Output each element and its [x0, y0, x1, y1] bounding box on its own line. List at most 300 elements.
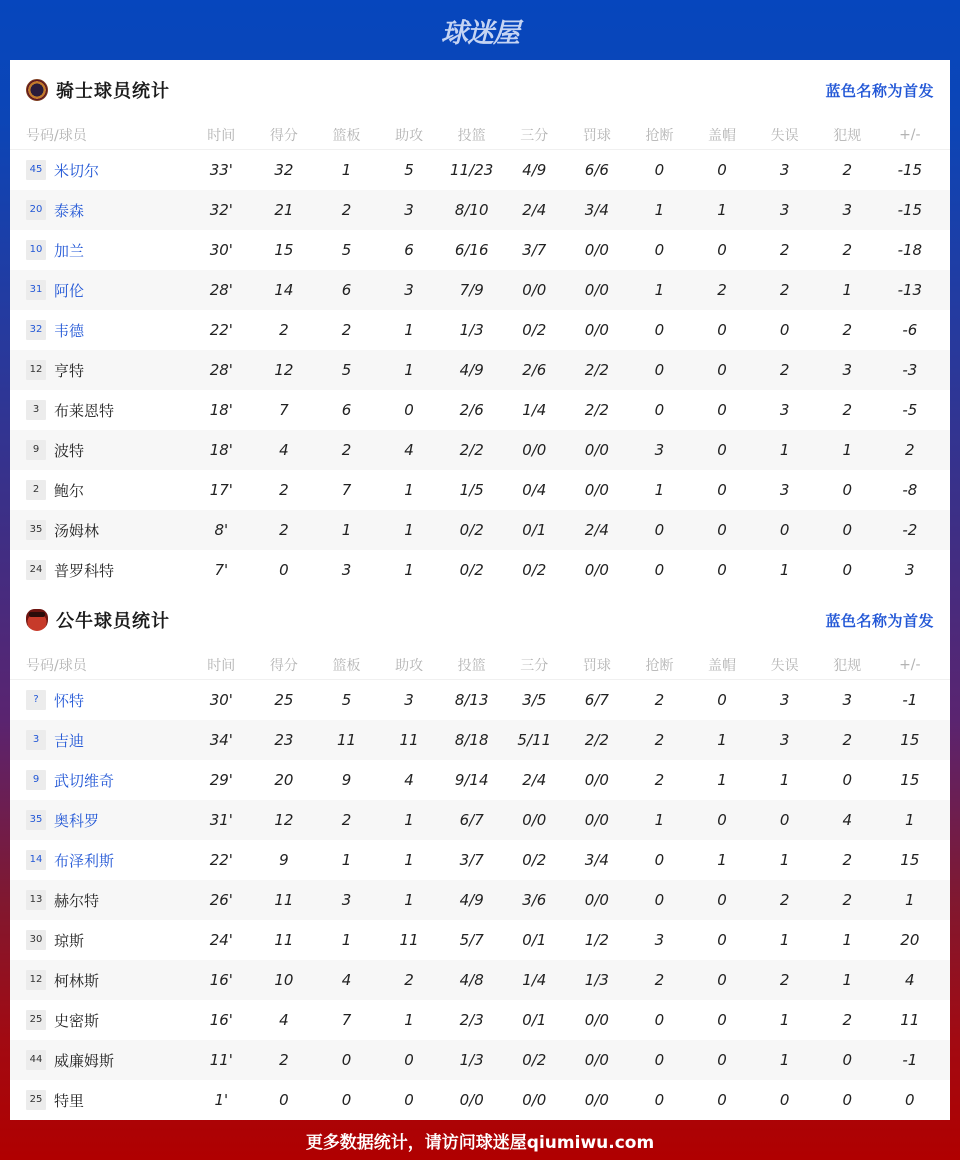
stats-card [10, 60, 950, 1120]
stat-cell: 1 [404, 891, 414, 909]
stat-cell: 11 [900, 1011, 920, 1029]
player-name-link[interactable]: 泰森 [54, 201, 85, 220]
stat-cell: 11 [274, 931, 294, 949]
stat-cell: 0/0 [584, 321, 609, 339]
column-header: 失误 [770, 657, 799, 674]
stat-cell: 0 [341, 1051, 352, 1069]
jersey-number-badge: 32 [26, 320, 46, 340]
stat-cell: 0 [717, 161, 727, 179]
stat-cell: 0 [654, 521, 665, 539]
stat-cell: 32 [274, 161, 294, 179]
stat-cell: 3/6 [522, 891, 547, 909]
player-cell [26, 560, 190, 581]
stat-cell: 0 [654, 851, 665, 869]
stat-cell: 0/1 [522, 1011, 547, 1029]
stat-cell: 28' [209, 361, 233, 379]
stat-cell: 3 [404, 201, 414, 219]
stat-cell: 0 [654, 401, 665, 419]
player-name-link[interactable]: 布泽利斯 [54, 851, 115, 870]
stat-cell: -6 [902, 321, 918, 339]
player-cell [26, 400, 190, 421]
column-header: 投篮 [457, 127, 486, 144]
stat-cell: 0/0 [459, 1091, 484, 1109]
stat-cell: 2/6 [459, 401, 484, 419]
player-cell [26, 810, 190, 831]
stat-cell: 3 [779, 161, 790, 179]
stat-cell: 3/4 [584, 851, 609, 869]
stat-cell: 9/14 [454, 771, 489, 789]
stat-cell: 0/0 [584, 241, 609, 259]
stat-cell: 1 [842, 281, 852, 299]
stat-cell: 3/4 [584, 201, 609, 219]
stat-cell: 6/7 [584, 691, 609, 709]
player-row[interactable] [10, 920, 950, 960]
player-cell [26, 520, 190, 541]
player-table-body [10, 680, 950, 1120]
stat-cell: 1 [404, 811, 414, 829]
player-name-link[interactable]: 武切维奇 [54, 771, 115, 790]
stat-cell: 0 [654, 1051, 665, 1069]
player-cell [26, 240, 190, 261]
stat-cell: 2 [779, 241, 790, 259]
stat-cell: 3 [905, 561, 915, 579]
stat-cell: 1/3 [584, 971, 609, 989]
stat-cell: 2/2 [584, 401, 609, 419]
player-row[interactable] [10, 550, 950, 590]
player-name-link[interactable]: 普罗科特 [54, 561, 115, 580]
stat-cell: 0 [717, 1011, 727, 1029]
player-name-link[interactable]: 鲍尔 [54, 481, 85, 500]
stat-cell: 4/9 [459, 891, 484, 909]
player-row[interactable] [10, 270, 950, 310]
jersey-number-badge: ? [26, 690, 46, 710]
player-name-link[interactable]: 琼斯 [54, 931, 85, 950]
player-name-link[interactable]: 布莱恩特 [54, 401, 115, 420]
player-row[interactable] [10, 470, 950, 510]
stat-cell: 1 [654, 281, 665, 299]
stat-cell: 0 [404, 1091, 414, 1109]
player-name-link[interactable]: 韦德 [54, 321, 85, 340]
player-cell [26, 200, 190, 221]
player-name-link[interactable]: 米切尔 [54, 161, 100, 180]
stat-cell: 3 [341, 891, 352, 909]
column-header: 三分 [520, 127, 549, 144]
stat-cell: 1 [717, 201, 727, 219]
stat-cell: 1/2 [584, 931, 609, 949]
stat-cell: 1 [654, 481, 665, 499]
stat-cell: 11/23 [450, 161, 494, 179]
stat-cell: 0 [842, 561, 852, 579]
player-row[interactable] [10, 760, 950, 800]
column-header-row [10, 650, 950, 680]
stat-cell: 30' [209, 691, 233, 709]
column-header: 罚球 [582, 127, 611, 144]
player-name-link[interactable]: 亨特 [54, 361, 85, 380]
jersey-number-badge: 3 [26, 730, 46, 750]
player-cell [26, 850, 190, 871]
stat-cell: 1 [905, 891, 915, 909]
player-row[interactable] [10, 430, 950, 470]
stat-cell: 0/2 [522, 851, 547, 869]
stat-cell: 2/2 [584, 361, 609, 379]
player-row[interactable] [10, 1080, 950, 1120]
stat-cell: 2 [779, 281, 790, 299]
player-row[interactable] [10, 1000, 950, 1040]
stat-cell: 0 [279, 1091, 289, 1109]
player-name-link[interactable]: 怀特 [54, 691, 85, 710]
column-header: 罚球 [582, 657, 611, 674]
stat-cell: 0 [654, 561, 665, 579]
player-cell [26, 480, 190, 501]
stat-cell: 2/2 [459, 441, 484, 459]
stat-cell: 0/0 [584, 771, 609, 789]
stat-cell: 5/11 [517, 731, 552, 749]
stat-cell: 3 [404, 691, 414, 709]
column-header: 失误 [770, 127, 799, 144]
stat-cell: 18' [209, 401, 233, 419]
stat-cell: 6 [341, 281, 352, 299]
column-header: 篮板 [332, 127, 361, 144]
stat-cell: 0 [842, 521, 852, 539]
stat-cell: 0 [717, 441, 727, 459]
stat-cell: 0 [404, 401, 414, 419]
column-header: 三分 [520, 657, 549, 674]
stat-cell: 0 [404, 1051, 414, 1069]
stat-cell: 4 [905, 971, 915, 989]
stat-cell: 1 [654, 811, 665, 829]
stat-cell: 1 [779, 1011, 790, 1029]
stat-cell: 2 [279, 321, 289, 339]
stat-cell: 0/0 [522, 1091, 547, 1109]
stat-cell: 18' [209, 441, 233, 459]
stat-cell: 26' [209, 891, 233, 909]
player-row[interactable] [10, 350, 950, 390]
stat-cell: 0/1 [522, 521, 547, 539]
player-row[interactable] [10, 390, 950, 430]
starter-legend-note: 蓝色名称为首发 [825, 81, 934, 100]
player-name-link[interactable]: 奥科罗 [54, 811, 100, 830]
player-cell [26, 1090, 190, 1111]
stat-cell: 3 [654, 931, 665, 949]
stat-cell: -1 [902, 1051, 918, 1069]
player-cell [26, 1010, 190, 1031]
stat-cell: 0 [842, 1051, 852, 1069]
stat-cell: -2 [902, 521, 918, 539]
stat-cell: 10 [274, 971, 294, 989]
player-cell [26, 280, 190, 301]
stat-cell: 1/5 [459, 481, 484, 499]
stat-cell: 5/7 [459, 931, 484, 949]
stat-cell: 0 [717, 691, 727, 709]
stat-cell: 4/9 [522, 161, 547, 179]
jersey-number-badge: 35 [26, 520, 46, 540]
stat-cell: 34' [209, 731, 233, 749]
player-row[interactable] [10, 840, 950, 880]
jersey-number-badge: 12 [26, 360, 46, 380]
stat-cell: 15 [274, 241, 294, 259]
stat-cell: 1 [779, 561, 790, 579]
stat-cell: 8/18 [454, 731, 489, 749]
team-section-bulls [10, 590, 950, 1120]
stat-cell: 6 [341, 401, 352, 419]
player-cell [26, 730, 190, 751]
player-name-link[interactable]: 阿伦 [54, 281, 85, 300]
stat-cell: 3 [654, 441, 665, 459]
team-name: 骑士球员统计 [56, 81, 170, 102]
stat-cell: 3 [341, 561, 352, 579]
stat-cell: 0 [717, 481, 727, 499]
player-row[interactable] [10, 150, 950, 190]
stat-cell: 0 [717, 321, 727, 339]
jersey-number-badge: 25 [26, 1010, 46, 1030]
stat-cell: 3 [779, 201, 790, 219]
team-title [26, 607, 170, 633]
stat-cell: 0 [717, 401, 727, 419]
stat-cell: 1 [654, 201, 665, 219]
team-section-cavaliers [10, 60, 950, 590]
stat-cell: 4 [279, 1011, 289, 1029]
stat-cell: 2 [905, 441, 915, 459]
stat-cell: 5 [341, 241, 352, 259]
stat-cell: 1/4 [522, 971, 547, 989]
stat-cell: -15 [897, 201, 923, 219]
player-name-link[interactable]: 史密斯 [54, 1011, 100, 1030]
section-header [10, 590, 950, 650]
stat-cell: 0 [717, 521, 727, 539]
stat-cell: 1 [779, 441, 790, 459]
column-header: 犯规 [833, 657, 862, 674]
stat-cell: 2 [341, 201, 352, 219]
stat-cell: 1 [404, 321, 414, 339]
stat-cell: 0 [717, 931, 727, 949]
column-header: 助攻 [395, 127, 424, 144]
player-name-link[interactable]: 波特 [54, 441, 85, 460]
stat-cell: 2 [654, 731, 665, 749]
stat-cell: 2 [842, 1011, 852, 1029]
stat-cell: 17' [209, 481, 233, 499]
footer-text: 更多数据统计，请访问球迷屋qiumiwu.com [305, 1132, 655, 1153]
jersey-number-badge: 44 [26, 1050, 46, 1070]
top-bar [0, 0, 960, 60]
player-cell [26, 690, 190, 711]
player-row[interactable] [10, 510, 950, 550]
stat-cell: 7 [341, 1011, 352, 1029]
column-header: 盖帽 [708, 127, 737, 144]
stat-cell: 2 [842, 241, 852, 259]
stat-cell: 2/4 [584, 521, 609, 539]
stat-cell: 4 [341, 971, 352, 989]
column-header: 得分 [269, 127, 298, 144]
stat-cell: 2 [654, 691, 665, 709]
stat-cell: 11 [274, 891, 294, 909]
player-name-link[interactable]: 加兰 [54, 241, 85, 260]
jersey-number-badge: 9 [26, 440, 46, 460]
jersey-number-badge: 13 [26, 890, 46, 910]
stat-cell: 2 [779, 891, 790, 909]
player-row[interactable] [10, 960, 950, 1000]
stat-cell: 21 [274, 201, 294, 219]
stat-cell: 7 [279, 401, 289, 419]
footer-banner[interactable] [0, 1120, 960, 1160]
stat-cell: 28' [209, 281, 233, 299]
stat-cell: 1/3 [459, 1051, 484, 1069]
stat-cell: 3/7 [522, 241, 547, 259]
column-header: 篮板 [332, 657, 361, 674]
player-cell [26, 320, 190, 341]
stat-cell: 15 [900, 731, 920, 749]
column-header: 时间 [207, 127, 236, 144]
column-header-player: 号码/球员 [26, 657, 87, 674]
team-name: 公牛球员统计 [56, 611, 170, 632]
stat-cell: 0/0 [584, 811, 609, 829]
jersey-number-badge: 3 [26, 400, 46, 420]
jersey-number-badge: 10 [26, 240, 46, 260]
stat-cell: 1 [404, 1011, 414, 1029]
player-cell [26, 770, 190, 791]
stat-cell: 1 [341, 521, 352, 539]
jersey-number-badge: 31 [26, 280, 46, 300]
stat-cell: 33' [209, 161, 233, 179]
stat-cell: 1 [779, 771, 790, 789]
stat-cell: 3 [779, 401, 790, 419]
player-name-link[interactable]: 赫尔特 [54, 891, 100, 910]
jersey-number-badge: 35 [26, 810, 46, 830]
stat-cell: 1 [842, 971, 852, 989]
stat-cell: 0/0 [584, 1091, 609, 1109]
stat-cell: 2 [654, 771, 665, 789]
stat-cell: 3 [779, 691, 790, 709]
stat-cell: 12 [274, 811, 294, 829]
player-cell [26, 1050, 190, 1071]
stat-cell: 1 [779, 851, 790, 869]
player-row[interactable] [10, 880, 950, 920]
stat-cell: 1 [779, 1051, 790, 1069]
stat-cell: 2 [717, 281, 727, 299]
stat-cell: 0 [654, 1091, 665, 1109]
player-name-link[interactable]: 威廉姆斯 [54, 1051, 115, 1070]
stat-cell: 0 [779, 811, 790, 829]
player-name-link[interactable]: 吉迪 [54, 731, 85, 750]
player-row[interactable] [10, 680, 950, 720]
stat-cell: 0 [717, 971, 727, 989]
stat-cell: 3 [842, 691, 852, 709]
stat-cell: 2 [279, 1051, 289, 1069]
player-row[interactable] [10, 230, 950, 270]
stat-cell: 31' [209, 811, 233, 829]
stat-cell: -15 [897, 161, 923, 179]
stat-cell: 8/13 [454, 691, 489, 709]
bulls-logo-icon [26, 609, 48, 631]
column-header-row [10, 120, 950, 150]
jersey-number-badge: 45 [26, 160, 46, 180]
stat-cell: 1 [842, 931, 852, 949]
player-row[interactable] [10, 190, 950, 230]
stat-cell: 32' [209, 201, 233, 219]
stat-cell: 0/2 [522, 1051, 547, 1069]
stat-cell: 0 [279, 561, 289, 579]
player-row[interactable] [10, 310, 950, 350]
stat-cell: 3/5 [522, 691, 547, 709]
player-name-link[interactable]: 特里 [54, 1091, 85, 1110]
stat-cell: 1 [905, 811, 915, 829]
player-row[interactable] [10, 1040, 950, 1080]
stat-cell: 6/16 [454, 241, 489, 259]
player-cell [26, 970, 190, 991]
player-name-link[interactable]: 汤姆林 [54, 521, 100, 540]
stat-cell: -3 [902, 361, 918, 379]
stat-cell: 2 [842, 401, 852, 419]
stat-cell: 7/9 [459, 281, 484, 299]
stat-cell: 0/1 [522, 931, 547, 949]
stat-cell: 0/0 [584, 441, 609, 459]
stat-cell: 3 [842, 361, 852, 379]
stat-cell: 0 [654, 361, 665, 379]
stat-cell: 0 [717, 561, 727, 579]
stat-cell: 0/0 [522, 281, 547, 299]
stat-cell: 0 [654, 241, 665, 259]
column-header: 犯规 [833, 127, 862, 144]
stat-cell: 0 [717, 361, 727, 379]
stat-cell: -5 [902, 401, 918, 419]
stat-cell: 0/0 [584, 281, 609, 299]
stat-cell: 0/0 [584, 1011, 609, 1029]
stat-cell: 20 [274, 771, 294, 789]
jersey-number-badge: 20 [26, 200, 46, 220]
stat-cell: 2 [279, 521, 289, 539]
stat-cell: 0 [654, 321, 665, 339]
stat-cell: 4 [404, 771, 414, 789]
stat-cell: 11 [399, 731, 419, 749]
stat-cell: 16' [209, 1011, 233, 1029]
stat-cell: 1 [404, 521, 414, 539]
player-row[interactable] [10, 720, 950, 760]
stat-cell: 9 [341, 771, 352, 789]
stat-cell: 9 [279, 851, 289, 869]
stat-cell: 0/0 [584, 1051, 609, 1069]
stat-cell: 30' [209, 241, 233, 259]
player-name-link[interactable]: 柯林斯 [54, 971, 100, 990]
stat-cell: 3 [779, 731, 790, 749]
stat-cell: 4/9 [459, 361, 484, 379]
player-row[interactable] [10, 800, 950, 840]
player-cell [26, 160, 190, 181]
jersey-number-badge: 12 [26, 970, 46, 990]
column-header: 投篮 [457, 657, 486, 674]
stat-cell: 0/0 [584, 891, 609, 909]
stat-cell: 0 [717, 241, 727, 259]
stat-cell: 15 [900, 851, 920, 869]
column-header-player: 号码/球员 [26, 127, 87, 144]
stat-cell: 0 [717, 891, 727, 909]
stat-cell: 2 [404, 971, 414, 989]
player-table-body [10, 150, 950, 590]
stat-cell: 3/7 [459, 851, 484, 869]
stat-cell: 0 [717, 1051, 727, 1069]
stat-cell: 1 [404, 481, 414, 499]
column-header: 抢断 [645, 657, 674, 674]
stat-cell: 1 [717, 771, 727, 789]
stat-cell: 2 [842, 851, 852, 869]
player-cell [26, 930, 190, 951]
stat-cell: 22' [209, 851, 233, 869]
stat-cell: 11 [399, 931, 419, 949]
column-header: 助攻 [395, 657, 424, 674]
stat-cell: 16' [209, 971, 233, 989]
stat-cell: 2 [842, 321, 852, 339]
stat-cell: 0/0 [522, 441, 547, 459]
stat-cell: 1 [341, 931, 352, 949]
column-header: +/- [899, 126, 921, 143]
